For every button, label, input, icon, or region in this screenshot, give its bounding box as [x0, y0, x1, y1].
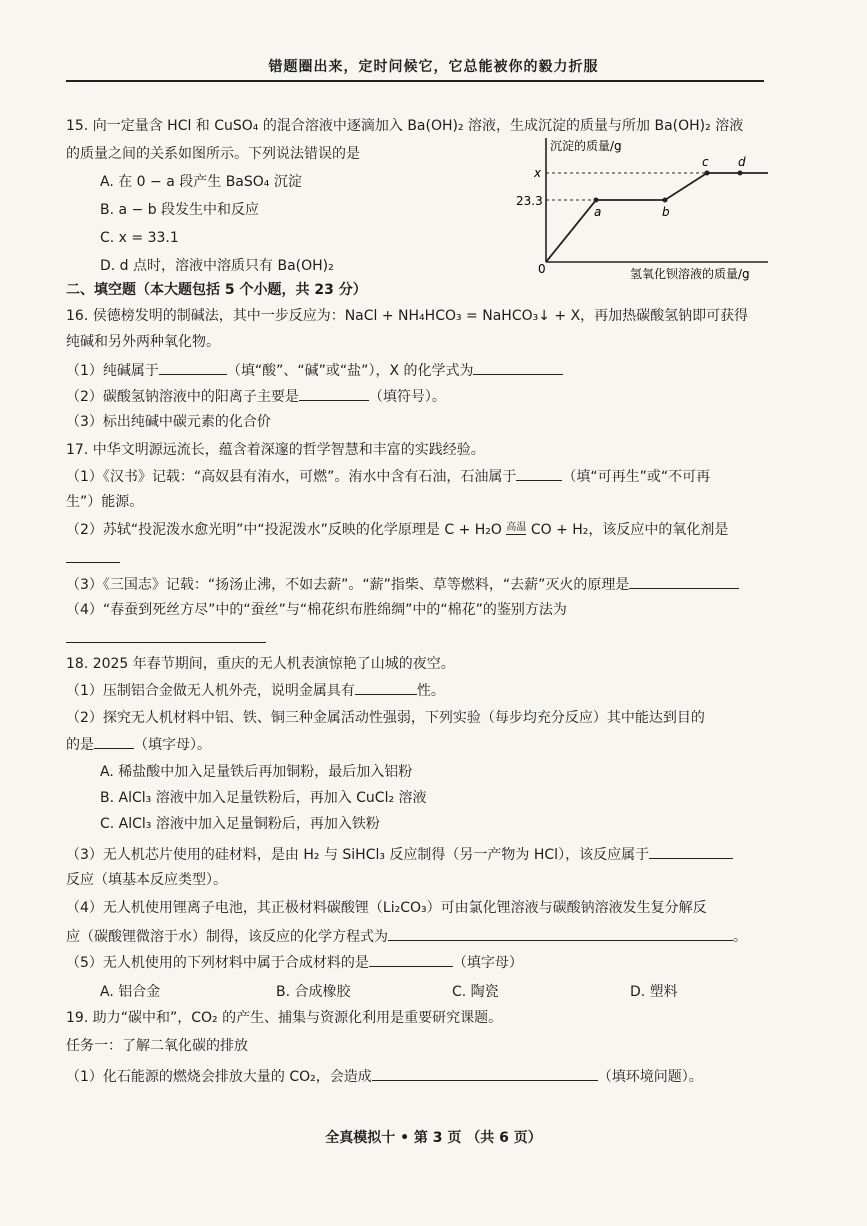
q19-part1-text-a: （1）化石能源的燃烧会排放大量的 CO₂，会造成: [66, 1069, 372, 1085]
point-d: [738, 171, 743, 176]
q17-part2-condition: 高温: [506, 522, 527, 533]
q17-part3-text: （3）《三国志》记载：“扬汤止沸，不如去薪”。“薪”指柴、草等燃料，“去薪”灭火的原理是: [66, 577, 630, 593]
q17-part1-text-b: （填“可再生”或“不可再: [562, 469, 711, 485]
q19-task1-title: 任务一：了解二氧化碳的排放: [66, 1038, 248, 1054]
x-axis-label: 氢氧化钡溶液的质量/g: [630, 267, 750, 281]
q18-part5-blank[interactable]: [369, 952, 453, 967]
q17-part4-answer-line: [66, 628, 266, 649]
q18-part1: [66, 680, 445, 701]
q15-option-d: D. d 点时，溶液中溶质只有 Ba(OH)₂: [100, 258, 334, 274]
q15-stem-line2: 的质量之间的关系如图所示。下列说法错误的是: [66, 146, 360, 162]
q18-part2-option-b: B. AlCl₃ 溶液中加入足量铁粉后，再加入 CuCl₂ 溶液: [100, 790, 427, 806]
q18-part2-option-a: A. 稀盐酸中加入足量铁后再加铜粉，最后加入铝粉: [100, 764, 413, 780]
q17-part2-blank[interactable]: [66, 548, 120, 563]
q17-part2-text-b: CO + H₂，该反应中的氧化剂是: [530, 522, 729, 538]
q16-part2: [66, 386, 446, 407]
section-fill-in-title: 二、填空题（本大题包括 5 个小题，共 23 分）: [66, 282, 367, 298]
label-a: a: [594, 205, 602, 219]
q15-stem-line1: 15. 向一定量含 HCl 和 CuSO₄ 的混合溶液中逐滴加入 Ba(OH)₂ 溶液，生成沉淀的质量与所加 Ba(OH)₂ 溶液: [66, 118, 744, 134]
precipitate-curve: [546, 173, 768, 262]
q17-part3: [66, 574, 739, 595]
q19-part1-text-b: （填环境问题）。: [597, 1069, 703, 1085]
q17-part1-blank[interactable]: [516, 466, 562, 481]
y-tick-x: x: [534, 166, 542, 180]
q16-part1-blank1[interactable]: [159, 360, 227, 375]
q17-part4: （4）“春蚕到死丝方尽”中的“蚕丝”与“棉花织布胜绵绸”中的“棉花”的鉴别方法为: [66, 602, 567, 618]
q18-part2-text-c: （填字母）。: [134, 737, 211, 753]
q17-part2-text-a: （2）苏轼“投泥泼水愈光明”中“投泥泼水”反映的化学原理是 C + H₂O: [66, 522, 502, 538]
q18-part1-text-a: （1）压制铝合金做无人机外壳，说明金属具有: [66, 683, 355, 699]
q18-part2-text-b: 的是: [66, 737, 94, 753]
y-axis-label: 沉淀的质量/g: [550, 139, 622, 153]
q18-part2-cont: [66, 734, 211, 755]
q18-part1-text-b: 性。: [416, 683, 445, 699]
q16-part3: （3）标出纯碱中碳元素的化合价: [66, 414, 271, 430]
q18-part4-text-b: 应（碳酸锂微溶于水）制得，该反应的化学方程式为: [66, 929, 388, 945]
q18-part5-option-b: B. 合成橡胶: [276, 984, 351, 1000]
q16-part1: [66, 360, 563, 381]
q16-part1-text-b: （填“酸”、“碱”或“盐”），X 的化学式为: [226, 363, 474, 379]
point-b: [663, 198, 668, 203]
point-a: [594, 198, 599, 203]
q16-part1-blank2[interactable]: [473, 360, 563, 375]
q19-stem: 19. 助力“碳中和”，CO₂ 的产生、捕集与资源化利用是重要研究课题。: [66, 1010, 503, 1026]
page-footer: 全真模拟十 • 第 3 页 （共 6 页）: [325, 1130, 542, 1146]
label-b: b: [662, 205, 670, 219]
q17-part1-cont: 生”）能源。: [66, 494, 144, 510]
page-header: 错题圈出来，定时问候它，它总能被你的毅力折服: [268, 59, 599, 75]
q17-part1-text-a: （1）《汉书》记载：“高奴县有洧水，可燃”。洧水中含有石油，石油属于: [66, 469, 517, 485]
q18-part3-text-a: （3）无人机芯片使用的硅材料，是由 H₂ 与 SiHCl₃ 反应制得（另一产物为 HCl），该反应属于: [66, 847, 650, 863]
q15-precipitate-graph: [510, 136, 770, 281]
q18-part5-text-b: （填字母）: [452, 955, 523, 971]
q18-part4-end: 。: [733, 929, 747, 945]
q15-option-c: C. x = 33.1: [100, 230, 179, 246]
q19-part1: [66, 1066, 703, 1087]
q16-stem-line2: 纯碱和另外两种氧化物。: [66, 334, 220, 350]
q16-part1-text-a: （1）纯碱属于: [66, 363, 159, 379]
label-d: d: [738, 155, 746, 169]
origin-label: 0: [538, 262, 546, 276]
q18-part3: [66, 844, 733, 865]
q18-part4-blank[interactable]: [388, 926, 733, 941]
q16-stem-line1: 16. 侯德榜发明的制碱法，其中一步反应为：NaCl + NH₄HCO₃ = NaHCO₃↓ + X，再加热碳酸氢钠即可获得: [66, 308, 749, 324]
q16-part2-blank[interactable]: [299, 386, 369, 401]
q18-part5: [66, 952, 523, 973]
label-c: c: [702, 155, 709, 169]
q17-stem: 17. 中华文明源远流长，蕴含着深邃的哲学智慧和丰富的实践经验。: [66, 442, 485, 458]
q18-part5-text-a: （5）无人机使用的下列材料中属于合成材料的是: [66, 955, 369, 971]
q18-part1-blank[interactable]: [355, 680, 417, 695]
q18-part5-option-c: C. 陶瓷: [452, 984, 499, 1000]
q18-part4-cont: [66, 926, 747, 947]
q18-stem: 18. 2025 年春节期间，重庆的无人机表演惊艳了山城的夜空。: [66, 656, 455, 672]
q15-option-b: B. a − b 段发生中和反应: [100, 202, 260, 218]
q19-part1-blank[interactable]: [372, 1066, 598, 1081]
q17-part3-blank[interactable]: [629, 574, 739, 589]
q17-part1: [66, 466, 710, 487]
q17-part2-answer-line: [66, 548, 120, 569]
y-tick-23-3: 23.3: [516, 194, 543, 208]
q16-part2-text-a: （2）碳酸氢钠溶液中的阳离子主要是: [66, 389, 299, 405]
header-divider: [66, 80, 764, 82]
q17-part4-blank[interactable]: [66, 628, 266, 643]
q18-part2: （2）探究无人机材料中铝、铁、铜三种金属活动性强弱，下列实验（每步均充分反应）其中能达到目的: [66, 710, 705, 726]
q15-option-a: A. 在 0 − a 段产生 BaSO₄ 沉淀: [100, 174, 302, 190]
q18-part3-cont: 反应（填基本反应类型）。: [66, 872, 227, 888]
q18-part5-option-d: D. 塑料: [630, 984, 678, 1000]
q16-part2-text-b: （填符号）。: [368, 389, 446, 405]
q18-part4: （4）无人机使用锂离子电池，其正极材料碳酸锂（Li₂CO₃）可由氯化锂溶液与碳酸钠溶液发生复分解反: [66, 900, 707, 916]
q18-part2-option-c: C. AlCl₃ 溶液中加入足量铜粉后，再加入铁粉: [100, 816, 380, 832]
q17-part2: [66, 520, 728, 540]
q18-part2-blank[interactable]: [94, 734, 134, 749]
q18-part3-blank[interactable]: [649, 844, 733, 859]
q18-part5-option-a: A. 铝合金: [100, 984, 161, 1000]
point-c: [705, 171, 710, 176]
